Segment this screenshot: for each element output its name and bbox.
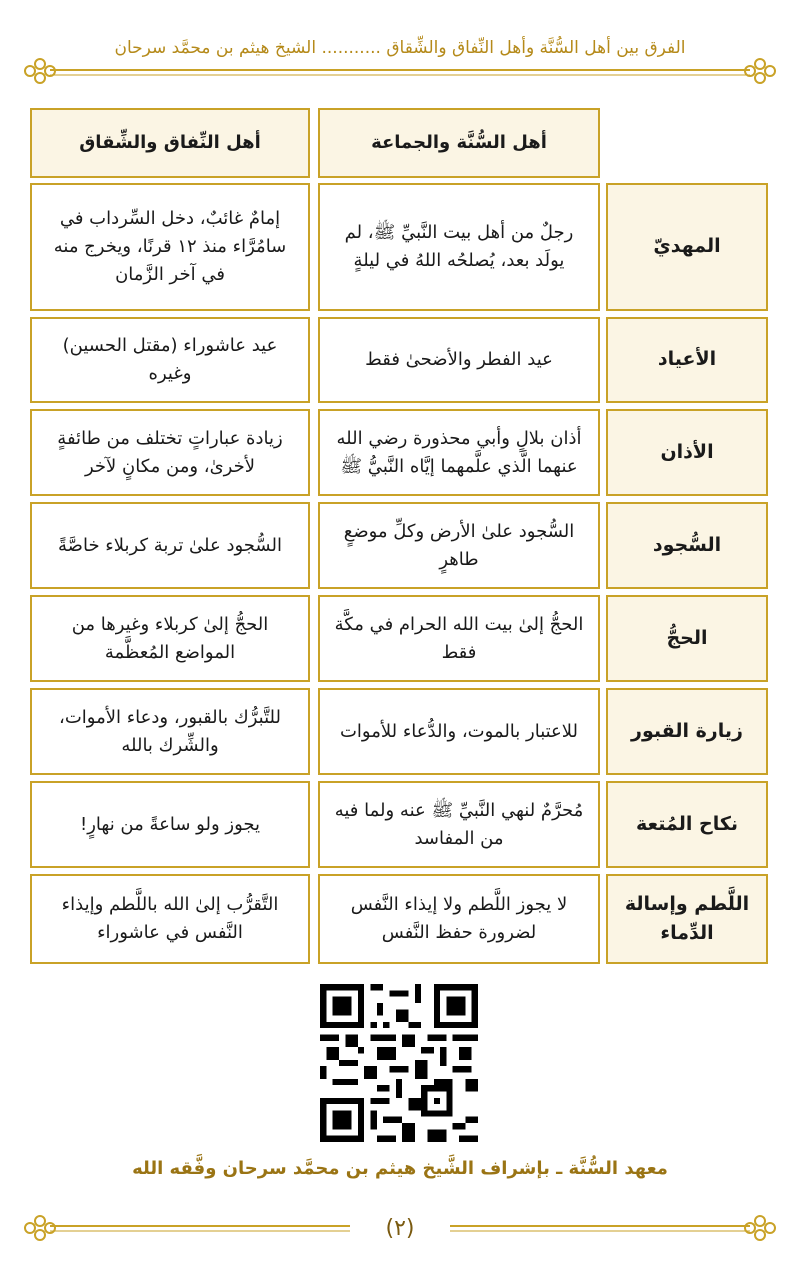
cell-sunnah-latm: لا يجوز اللَّطم ولا إيذاء النَّفس لضرورة حفظ النَّفس bbox=[318, 874, 600, 964]
row-label-mutah: نكاح المُتعة bbox=[606, 781, 768, 868]
page-number: (٢) bbox=[385, 1216, 415, 1241]
row-label-latm: اللَّطم وإسالة الدِّماء bbox=[606, 874, 768, 964]
column-header-sunnah: أهل السُّنَّة والجماعة bbox=[318, 108, 600, 178]
cell-other-grave-visit: للتَّبرُّك بالقبور، ودعاء الأموات، والشِّرك بالله bbox=[30, 688, 310, 775]
cell-other-mutah: يجوز ولو ساعةً من نهارٍ! bbox=[30, 781, 310, 868]
cell-other-hajj: الحجُّ إلىٰ كربلاء وغيرها من المواضع المُعظَّمة bbox=[30, 595, 310, 682]
row-label-grave-visit: زيارة القبور bbox=[606, 688, 768, 775]
cell-other-eids: عيد عاشوراء (مقتل الحسين) وغيره bbox=[30, 317, 310, 403]
cell-sunnah-mutah: مُحرَّمٌ لنهي النَّبيِّ ﷺ عنه ولما فيه من المفاسد bbox=[318, 781, 600, 868]
column-header-other: أهل النِّفاق والشِّقاق bbox=[30, 108, 310, 178]
cell-other-latm: التَّقرُّب إلىٰ الله باللَّطم وإيذاء النَّفس في عاشوراء bbox=[30, 874, 310, 964]
cell-other-sujood: السُّجود علىٰ تربة كربلاء خاصَّةً bbox=[30, 502, 310, 589]
cell-sunnah-mahdi: رجلٌ من أهل بيت النَّبيِّ ﷺ، لم يولَد بعد، يُصلحُه اللهُ في ليلةٍ bbox=[318, 183, 600, 311]
row-label-sujood: السُّجود bbox=[606, 502, 768, 589]
institute-credit: معهد السُّنَّة ـ بإشراف الشَّيخ هيثم بن محمَّد سرحان وفَّقه الله bbox=[132, 1158, 668, 1179]
cell-sunnah-adhan: أذان بلالٍ وأبي محذورة رضي الله عنهما الَّذي علَّمهما إيَّاه النَّبيُّ ﷺ bbox=[318, 409, 600, 496]
row-label-eids: الأعياد bbox=[606, 317, 768, 403]
cell-sunnah-sujood: السُّجود علىٰ الأرض وكلِّ موضعٍ طاهرٍ bbox=[318, 502, 600, 589]
cell-sunnah-hajj: الحجُّ إلىٰ بيت الله الحرام في مكَّة فقط bbox=[318, 595, 600, 682]
row-label-adhan: الأذان bbox=[606, 409, 768, 496]
row-label-hajj: الحجُّ bbox=[606, 595, 768, 682]
row-label-mahdi: المهديّ bbox=[606, 183, 768, 311]
qr-code[interactable] bbox=[320, 984, 478, 1142]
cell-sunnah-eids: عيد الفطر والأضحىٰ فقط bbox=[318, 317, 600, 403]
cell-other-mahdi: إمامٌ غائبٌ، دخل السِّرداب في سامُرَّاء منذ ١٢ قرنًا، ويخرج منه في آخر الزَّمان bbox=[30, 183, 310, 311]
cell-other-adhan: زيادة عباراتٍ تختلف من طائفةٍ لأخرىٰ، ومن مكانٍ لآخر bbox=[30, 409, 310, 496]
cell-sunnah-grave-visit: للاعتبار بالموت، والدُّعاء للأموات bbox=[318, 688, 600, 775]
top-ornament-rule bbox=[20, 50, 780, 90]
running-header: الفرق بين أهل السُّنَّة وأهل النِّفاق والشِّقاق ........... الشيخ هيثم بن محمَّد سرحان bbox=[114, 38, 686, 58]
